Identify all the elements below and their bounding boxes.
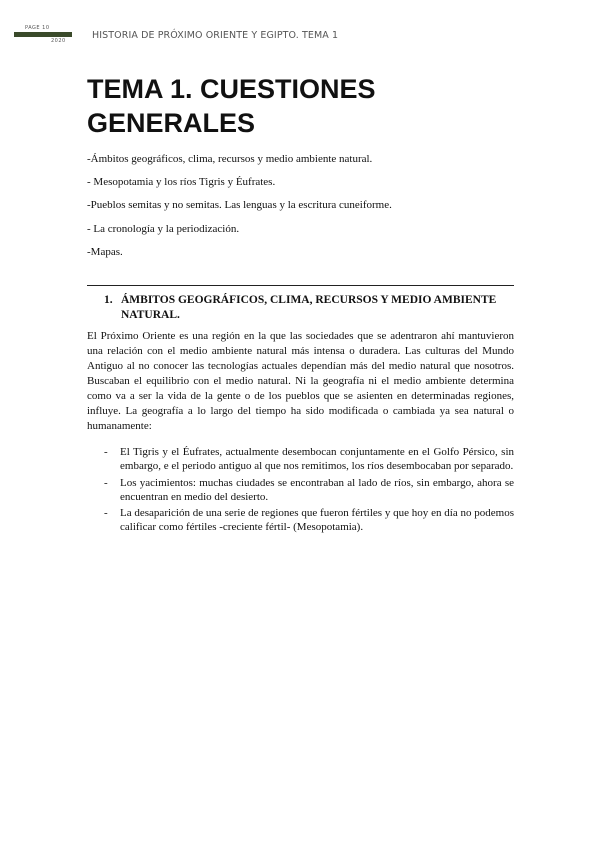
horizontal-rule [87,285,514,286]
logo-top-text: PAGE 10 [25,25,50,31]
running-header: HISTORIA DE PRÓXIMO ORIENTE Y EGIPTO. TEMA 1 [92,30,339,41]
section-paragraph: El Próximo Oriente es una región en la que las sociedades que se adentraron ahí mantuvieron una relación con el medio ambiente natural más intensa o duradera. Las culturas del Mundo Antiguo al no conocer las tecnologías actuales dependían más del medio natural que nosotros. Buscaban el equilibrio con el medio natural. Ni la geografía ni el medio ambiente determina como va a ser la vida de la gente o de los pueblos que se asienten en determinadas regiones, influye. La geografía a lo largo del tiempo ha sido modificada o cambiada ya sea natural o humanamente: [87,330,514,432]
topic-item: - La cronología y la periodización. [87,222,240,235]
logo-bar [14,32,72,37]
section-heading [104,293,514,323]
bullet-marker: - [104,507,108,520]
bullet-item [104,476,514,505]
bullet-text: El Tigris y el Éufrates, actualmente desembocan conjuntamente en el Golfo Pérsico, sin embargo, e el periodo antiguo al que nos remitimos, los ríos desembocaban por separado. [120,446,514,473]
bullet-item [104,506,514,535]
bullet-marker: - [104,446,108,458]
topic-item: -Ámbitos geográficos, clima, recursos y medio ambiente natural. [87,153,373,165]
topic-list [87,152,392,268]
bullet-text: La desaparición de una serie de regiones que fueron fértiles y que hoy en día no podemos calificar como fértiles -creciente fértil- (Mesopotamia). [120,507,514,534]
bullet-item [104,445,514,474]
bullet-marker: - [104,476,108,489]
bullet-text: Los yacimientos: muchas ciudades se encontraban al lado de ríos, sin embargo, ahora se encuentran en medio del desierto. [120,476,514,503]
header-logo [11,25,73,45]
topic-item: -Mapas. [87,245,123,258]
topic-item: - Mesopotamia y los ríos Tigris y Éufrates. [87,176,276,189]
page-title: TEMA 1. CUESTIONES GENERALES [87,74,376,138]
bullet-list [104,445,514,537]
logo-bottom-text: 2020 [51,38,66,44]
section-number: 1. [104,294,113,306]
topic-item: -Pueblos semitas y no semitas. Las lenguas y la escritura cuneiforme. [87,199,392,212]
section-title: ÁMBITOS GEOGRÁFICOS, CLIMA, RECURSOS Y MEDIO AMBIENTE NATURAL. [121,294,497,321]
